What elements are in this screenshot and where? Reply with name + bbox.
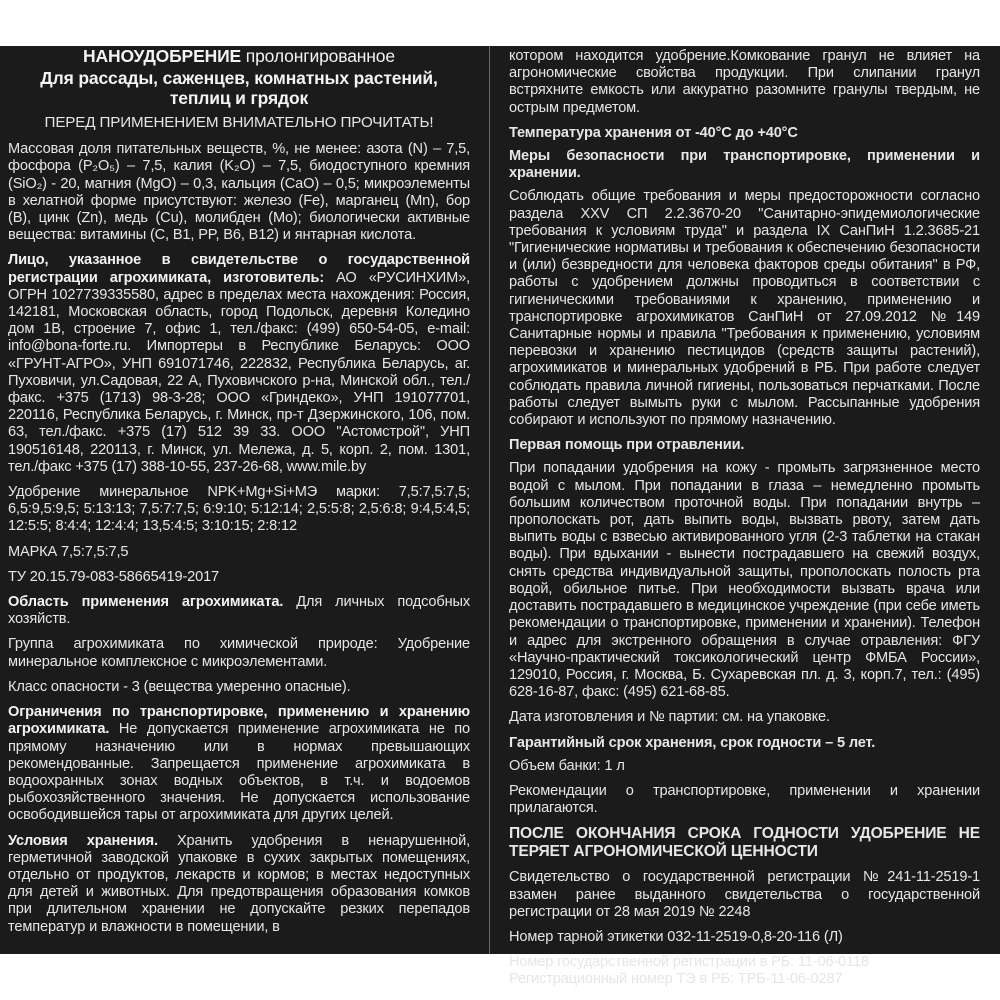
container-volume: Объем банки: 1 л bbox=[509, 757, 625, 774]
registrant-paragraph bbox=[8, 252, 470, 476]
te-registration-number: Регистрационный номер ТЭ в РБ: ТРБ-11-06-0287 bbox=[509, 971, 843, 988]
label-number: Номер тарной этикетки 032-11-2519-0,8-20-116 (Л) bbox=[509, 928, 843, 945]
storage-continuation: котором находится удобрение.Комкование гранул не влияет на агрономические свойства продукции. При слипании гранул встряхните емкость или аккуратно разомните гранулы твердым, не острым предметом. bbox=[509, 48, 980, 116]
restrictions-heading: Ограничения по транспортировке, применению и хранению агрохимиката. bbox=[8, 704, 470, 738]
first-aid-heading: Первая помощь при отравлении. bbox=[509, 437, 745, 454]
fertilizer-marks: Удобрение минеральное NPK+Mg+Si+МЭ марки: 7,5:7,5:7,5; 6,5:9,5:9,5; 5:13:13; 7,5:7:7,5; 6:9:10; 5:12:14; 2,5:5:8; 2,5:6:8; 9:4,5:4,5; 12:5:5; 8:4:4; 12:4:4; 13,5:4:5; 3:10:15; 2:8:12 bbox=[8, 484, 470, 535]
tech-spec-number: ТУ 20.15.79-083-58665419-2017 bbox=[8, 568, 220, 585]
after-expiry-note: ПОСЛЕ ОКОНЧАНИЯ СРОКА ГОДНОСТИ УДОБРЕНИЕ НЕ ТЕРЯЕТ АГРОНОМИЧЕСКОЙ ЦЕННОСТИ bbox=[509, 825, 980, 861]
product-title bbox=[8, 46, 470, 66]
restrictions-paragraph bbox=[8, 704, 470, 824]
column-divider bbox=[489, 46, 490, 954]
registrant-text: АО «РУСИНХИМ», ОГРН 1027739335580, адрес в пределах места нахождения: Россия, 142181, Московская область, город Подольск, деревня Коледино дом 1В, строение 7, офис 1, тел./факс: (499) 650-54-05, e-mail: info@bona-forte.ru. Импортеры в Республике Беларусь: ООО «ГРУНТ-АГРО», УНП 691071746, 222832, Республика Беларусь, аг. Пуховичи, ул.Садовая, 22 А, Пуховичского р-на, Минской обл., тел./факс. +375 (1713) 98-3-28; ООО «Гриндеко», УНП 191077701, 220116, Республика Беларусь, г. Минск, пр-т Дзержинского, 106, пом. 63, тел./факс. +375 (17) 512 39 33. ООО "Астомстрой", УНП 190516148, 220113, г. Минск, ул. Мележа, д. 5, корп. 2, пом. 1301, тел./факс +375 (17) 388-10-55, 237-26-68, www.mile.by bbox=[8, 269, 470, 475]
product-title-bold: НАНОУДОБРЕНИЕ bbox=[83, 46, 242, 66]
application-area-text: Для личных подсобных хозяйств. bbox=[8, 594, 470, 628]
product-subtitle: Для рассады, саженцев, комнатных растений, теплиц и грядок bbox=[40, 68, 438, 108]
shelf-life: Гарантийный срок хранения, срок годности – 5 лет. bbox=[509, 734, 876, 751]
first-aid-text: При попадании удобрения на кожу - промыть загрязненное место водой с мылом. При попадании в глаза – немедленно промыть большим количеством проточной воды. При попадании внутрь – прополоскать рот, дать выпить воды, вызвать рвоту, затем дать выпить воды с взвесью активированного угля (2-3 таблетки на стакан воды). При вдыхании - вынести пострадавшего на свежий воздух, снять средства индивидуальной защиты, прополоскать полость рта водой, обильное питье. При необходимости вызвать врача или доставить пострадавшего в медицинское учреждение (при себе иметь рекомендации о транспортировке, применении и хранении). Телефон и адрес для экстренного обращения в случае отравления: ФГУ «Научно-практический токсикологический центр ФМБА России», 129010, Россия, г. Москва, Б. Сухаревская пл. д. 3, корп.7, тел.: (495) 628-16-87, факс: (495) 621-68-85. bbox=[509, 460, 980, 701]
right-column bbox=[509, 48, 980, 997]
selected-mark: МАРКА 7,5:7,5:7,5 bbox=[8, 543, 129, 560]
left-column bbox=[8, 46, 470, 944]
safety-heading: Меры безопасности при транспортировке, применении и хранении. bbox=[509, 148, 980, 182]
registration-certificate: Свидетельство о государственной регистрации №241-11-2519-1 взамен ранее выданного свидетельства о государственной регистрации от 28 мая 2019 № 2248 bbox=[509, 869, 980, 920]
rb-registration-number: Номер государственной регистрации в РБ: 11-06-0118 bbox=[509, 954, 869, 971]
hazard-class: Класс опасности - 3 (вещества умеренно опасные). bbox=[8, 678, 351, 695]
storage-text: Хранить удобрения в ненарушенной, герметичной заводской упаковке в сухих закрытых помещениях, отдельно от продуктов, лекарств и кормов; в местах недоступных для детей и животных. Для предотвращения образования комков при длительном хранении не допускайте резких перепадов температур и влажности в помещении, в bbox=[8, 832, 470, 935]
recommendations-note: Рекомендации о транспортировке, применении и хранении прилагаются. bbox=[509, 782, 980, 817]
application-area bbox=[8, 594, 470, 628]
registrant-heading: Лицо, указанное в свидетельстве о государственной регистрации агрохимиката, изготовитель: bbox=[8, 252, 470, 286]
storage-temperature: Температура хранения от -40°С до +40°С bbox=[509, 124, 798, 141]
safety-text: Соблюдать общие требования и меры предосторожности согласно раздела XXV СП 2.2.3670-20 "Санитарно-эпидемиологические требования к условиям труда" и раздела IX СанПиН 1.2.3685-21 "Гигиенические нормативы и требования к обеспечению безопасности и (или) безвредности для человека факторов среды обитания" в РФ, работы с удобрением должны проводиться в соответствии с гигиеническими требованиями к хранению, применению и транспортировке агрохимикатов СанПиН от 27.09.2012 №149 Санитарные нормы и правила "Требования к применению, условиям перевозки и хранению пестицидов (средств защиты растений), агрохимикатов и минеральных удобрений в РБ. При работе следует соблюдать правила личной гигиены, пользоваться перчатками. После работы следует вымыть руки с мылом. Рассыпанные удобрения собирают и используют по прямому назначению. bbox=[509, 188, 980, 429]
application-area-heading: Область применения агрохимиката. bbox=[8, 594, 284, 611]
storage-heading: Условия хранения. bbox=[8, 832, 158, 849]
storage-paragraph bbox=[8, 833, 470, 936]
nutrients-paragraph: Массовая доля питательных веществ, %, не менее: азота (N) – 7,5, фосфора (P₂O₅) – 7,5, калия (K₂O) – 7,5, биодоступного кремния (SiO₂) - 20, магния (MgO) – 0,3, кальция (CaO) – 0,5; микроэлементы в хелатной форме присутствуют: железо (Fe), марганец (Mn), бор (B), цинк (Zn), медь (Cu), молибден (Mo); биологически активные вещества: витамины (C, B1, PP, B6, B12) и янтарная кислота. bbox=[8, 141, 470, 244]
agrochemical-group: Группа агрохимиката по химической природе: Удобрение минеральное комплексное с микроэлементами. bbox=[8, 636, 470, 670]
product-label-back bbox=[0, 46, 1000, 988]
manufacture-date: Дата изготовления и № партии: см. на упаковке. bbox=[509, 709, 830, 726]
product-title-rest: пролонгированное bbox=[241, 46, 395, 66]
restrictions-text: Не допускается применение агрохимиката не по прямому назначению или в нормах превышающих рекомендованные. Запрещается применение агрохимиката в водоохранных зонах водных объектов, в т.ч. и водоемов рыбохозяйственного значения. Не допускается использование освободившейся тары от агрохимиката для других целей. bbox=[8, 721, 470, 824]
read-before-use-warning: ПЕРЕД ПРИМЕНЕНИЕМ ВНИМАТЕЛЬНО ПРОЧИТАТЬ! bbox=[44, 114, 434, 131]
